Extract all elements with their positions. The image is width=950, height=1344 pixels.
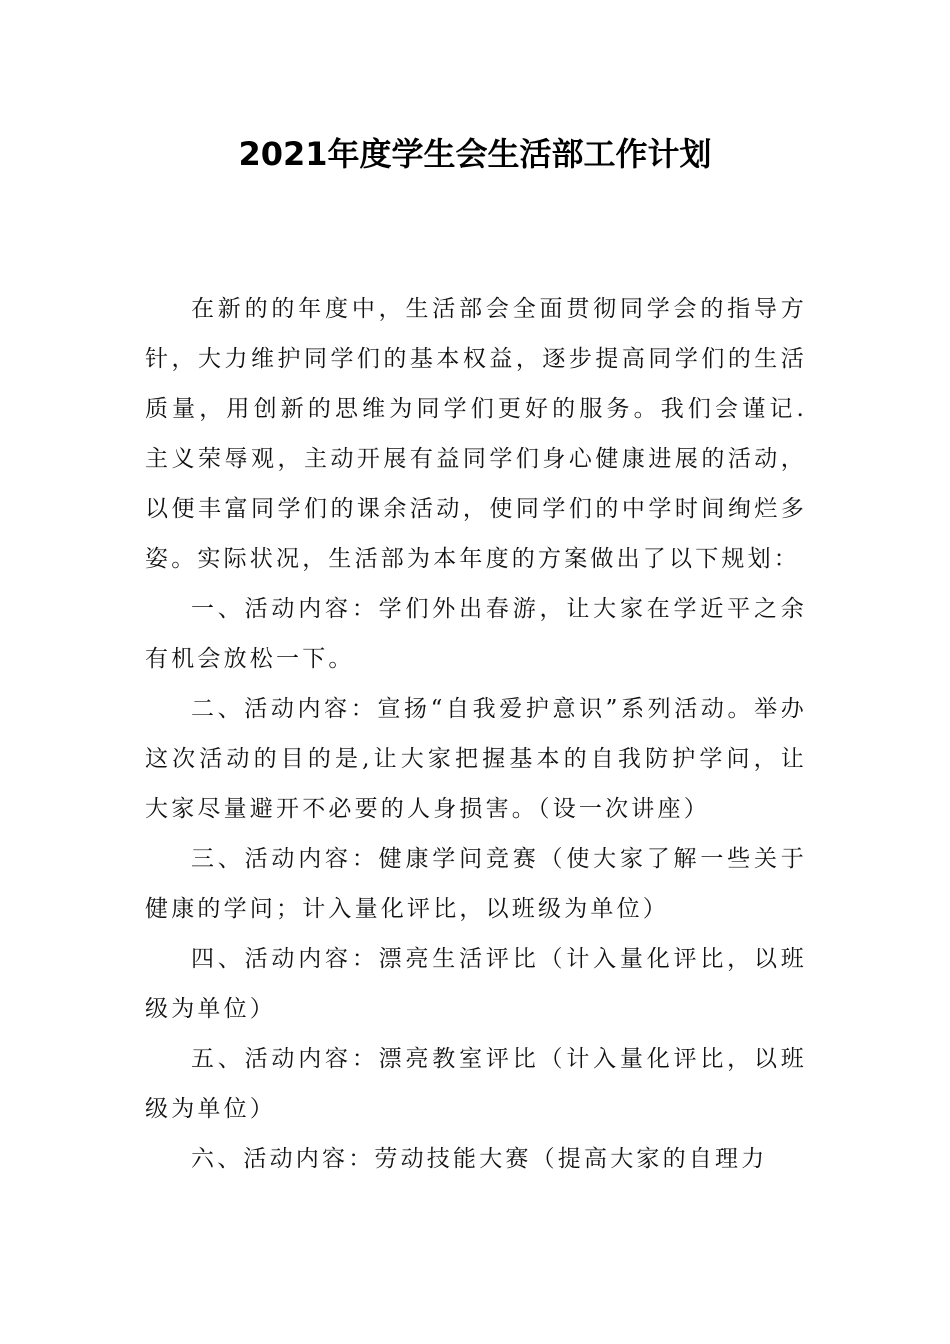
paragraph-activity-2: 二、活动内容：宣扬“自我爱护意识”系列活动。举办这次活动的目的是,让大家把握基本的自我防护学问，让大家尽量避开不必要的人身损害。（设一次讲座） <box>145 696 807 822</box>
paragraph-intro: 在新的的年度中，生活部会全面贯彻同学会的指导方针，大力维护同学们的基本权益，逐步提高同学们的生活质量，用创新的思维为同学们更好的服务。我们会谨记.主义荣辱观，主动开展有益同学们身心健康进展的活动，以便丰富同学们的课余活动，使同学们的中学时间绚烂多姿。实际状况，生活部为本年度的方案做出了以下规划： <box>145 296 807 572</box>
paragraph-activity-1: 一、活动内容：学们外出春游，让大家在学近平之余有机会放松一下。 <box>145 596 807 672</box>
paragraph-activity-4: 四、活动内容：漂亮生活评比（计入量化评比，以班级为单位） <box>145 946 807 1022</box>
document-title: 2021年度学生会生活部工作计划 <box>238 135 712 173</box>
paragraph-activity-6: 六、活动内容：劳动技能大赛（提高大家的自理力 <box>191 1146 768 1172</box>
document-body <box>145 284 807 1184</box>
paragraph-activity-3: 三、活动内容：健康学问竞赛（使大家了解一些关于健康的学问；计入量化评比，以班级为单位） <box>145 846 807 922</box>
paragraph-activity-5: 五、活动内容：漂亮教室评比（计入量化评比，以班级为单位） <box>145 1046 807 1122</box>
